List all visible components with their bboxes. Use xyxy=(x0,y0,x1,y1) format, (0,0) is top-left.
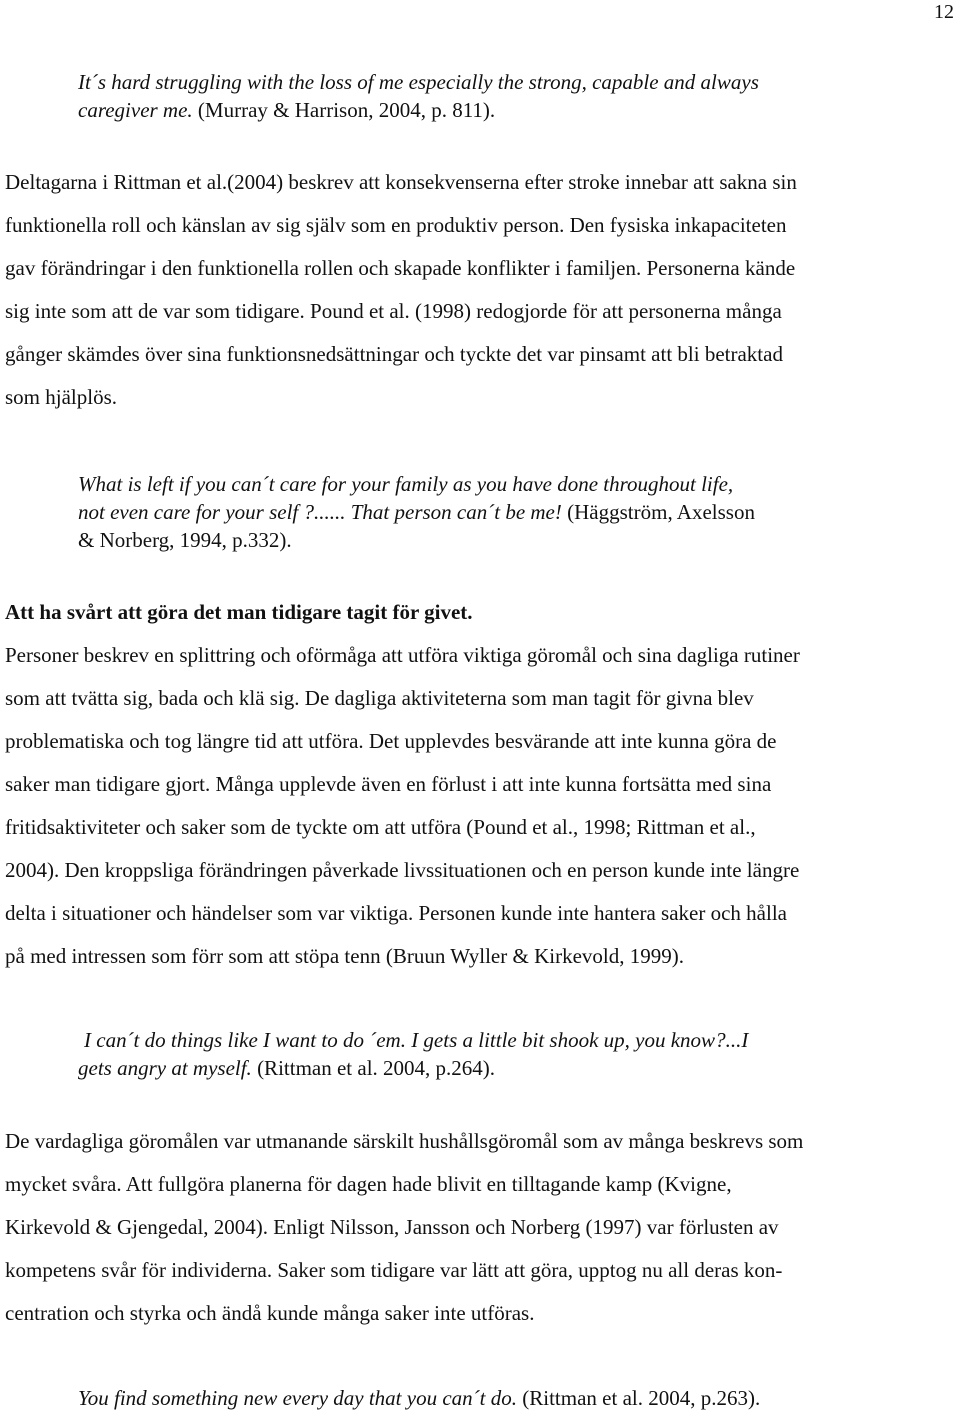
block-quote-4 xyxy=(78,1384,938,1412)
quote-text: It´s hard struggling with the loss of me especially the strong, capable and always xyxy=(78,70,759,94)
text-line: Personer beskrev en splittring och oförmåga att utföra viktiga göromål och sina dagliga rutiner xyxy=(5,643,800,667)
quote-line xyxy=(78,96,938,124)
quote-line: & Norberg, 1994, p.332). xyxy=(78,528,292,552)
quote-line xyxy=(78,470,938,498)
text-line: problematiska och tog längre tid att utföra. Det upplevdes besvärande att inte kunna göra de xyxy=(5,729,777,753)
quote-text: You find something new every day that you can´t do. xyxy=(78,1386,517,1410)
quote-text: gets angry at myself. xyxy=(78,1056,252,1080)
quote-citation: (Rittman et al. 2004, p.264). xyxy=(251,1056,496,1080)
text-line: delta i situationer och händelser som var viktiga. Personen kunde inte hantera saker och hålla xyxy=(5,901,787,925)
quote-line xyxy=(78,68,938,96)
quote-citation: (Rittman et al. 2004, p.263). xyxy=(517,1386,761,1410)
quote-line xyxy=(78,1054,944,1082)
quote-citation: (Murray & Harrison, 2004, p. 811). xyxy=(192,98,496,122)
paragraph-3 xyxy=(5,1120,945,1335)
quote-citation: (Häggström, Axelsson xyxy=(561,500,755,524)
paragraph-1 xyxy=(5,161,945,419)
text-line: Deltagarna i Rittman et al.(2004) beskrev att konsekvenserna efter stroke innebar att sakna sin xyxy=(5,170,797,194)
quote-line xyxy=(78,498,938,526)
text-line: centration och styrka och ändå kunde många saker inte utföras. xyxy=(5,1301,535,1325)
block-quote-3 xyxy=(78,1026,944,1082)
text-line: som hjälplös. xyxy=(5,385,118,409)
text-line: sig inte som att de var som tidigare. Pound et al. (1998) redogjorde för att personerna många xyxy=(5,299,782,323)
text-line: funktionella roll och känslan av sig själv som en produktiv person. Den fysiska inkapaciteten xyxy=(5,213,787,237)
quote-line xyxy=(84,1026,944,1054)
text-line: De vardagliga göromålen var utmanande särskilt hushållsgöromål som av många beskrevs som xyxy=(5,1129,804,1153)
text-line: gånger skämdes över sina funktionsnedsättningar och tyckte det var pinsamt att bli betraktad xyxy=(5,342,783,366)
text-line: som att tvätta sig, bada och klä sig. De dagliga aktiviteterna som man tagit för givna blev xyxy=(5,686,754,710)
quote-line xyxy=(78,1384,938,1412)
block-quote-1 xyxy=(78,68,938,124)
text-line: Kirkevold & Gjengedal, 2004). Enligt Nilsson, Jansson och Norberg (1997) var förlusten av xyxy=(5,1215,779,1239)
block-quote-2 xyxy=(78,470,938,554)
section-heading: Att ha svårt att göra det man tidigare tagit för givet. xyxy=(5,600,473,624)
quote-text: What is left if you can´t care for your family as you have done throughout life, xyxy=(78,472,734,496)
quote-text: I can´t do things like I want to do ´em. I gets a little bit shook up, you know?...I xyxy=(84,1028,749,1052)
text-line: 2004). Den kroppsliga förändringen påverkade livssituationen och en person kunde inte längre xyxy=(5,858,800,882)
quote-text: not even care for your self ?...... That person can´t be me! xyxy=(78,500,562,524)
text-line: gav förändringar i den funktionella rollen och skapade konflikter i familjen. Personerna kände xyxy=(5,256,796,280)
text-line: mycket svåra. Att fullgöra planerna för dagen hade blivit en tilltagande kamp (Kvigne, xyxy=(5,1172,732,1196)
text-line: saker man tidigare gjort. Många upplevde även en förlust i att inte kunna fortsätta med sina xyxy=(5,772,772,796)
text-line: fritidsaktiviteter och saker som de tyckte om att utföra (Pound et al., 1998; Rittman et al., xyxy=(5,815,756,839)
paragraph-2 xyxy=(5,634,945,978)
text-line: kompetens svår för individerna. Saker som tidigare var lätt att göra, upptog nu all deras kon- xyxy=(5,1258,783,1282)
quote-text: caregiver me. xyxy=(78,98,193,122)
page-number: 12 xyxy=(934,1,954,23)
text-line: på med intressen som förr som att stöpa tenn (Bruun Wyller & Kirkevold, 1999). xyxy=(5,944,684,968)
